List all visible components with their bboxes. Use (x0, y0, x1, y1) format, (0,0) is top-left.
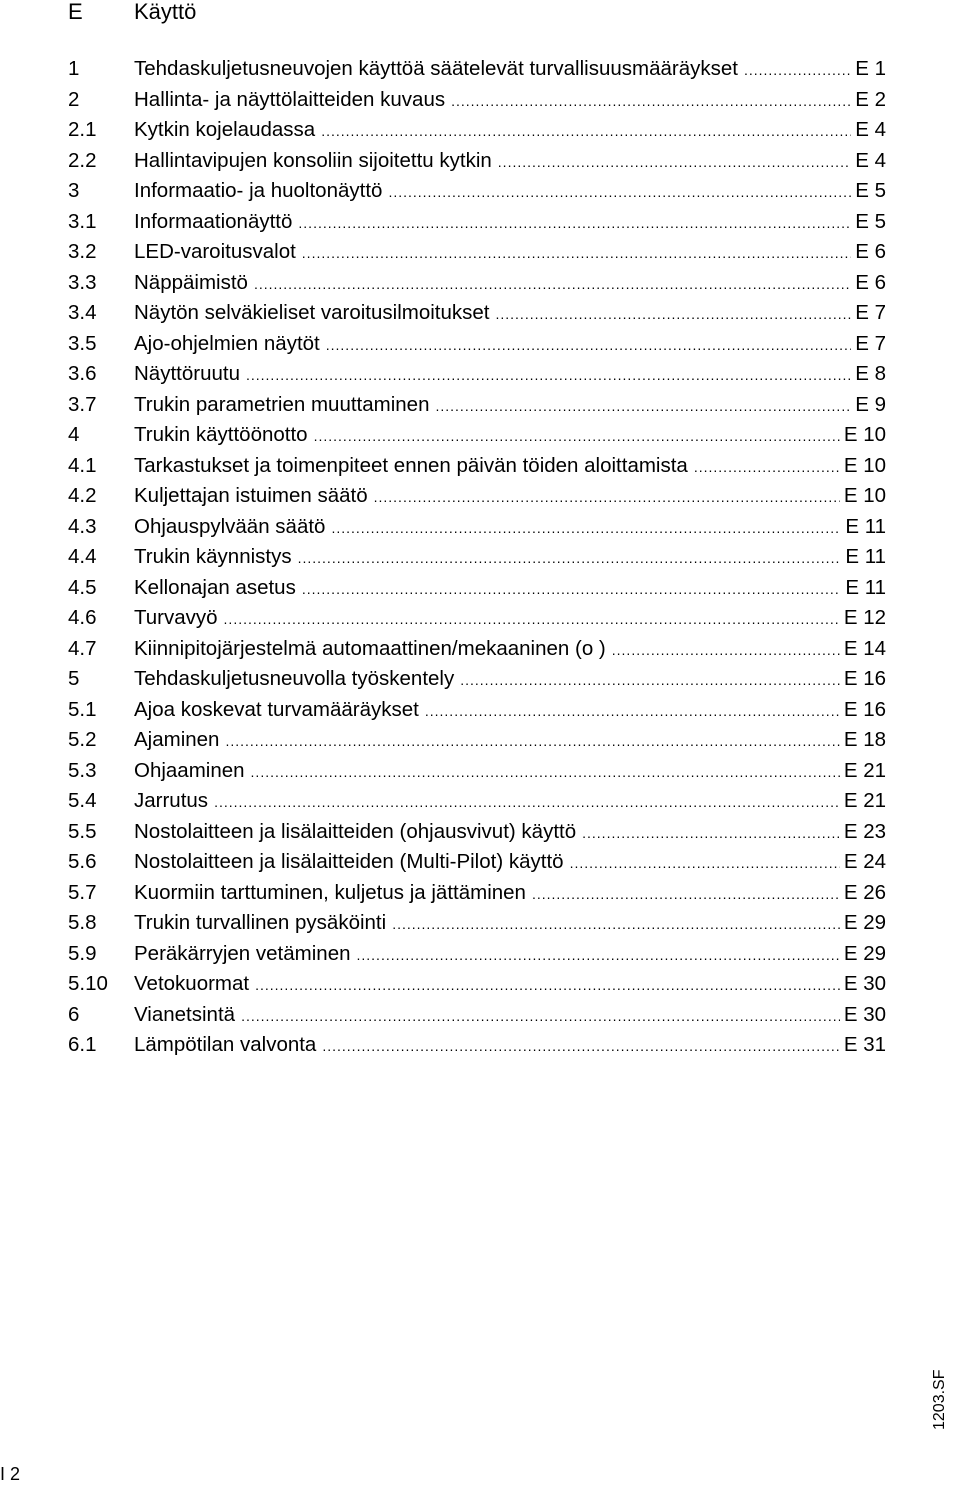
toc-entry (68, 451, 886, 482)
toc-entry (68, 1030, 886, 1061)
toc-entry-title: Ajaminen (134, 728, 220, 751)
toc-leader-dots (612, 635, 840, 666)
toc-entry (68, 847, 886, 878)
toc-entry-title: Kuljettajan istuimen säätö (134, 484, 368, 507)
toc-entry (68, 817, 886, 848)
toc-entry-page: E 12 (843, 606, 886, 629)
toc-entry-title: Informaationäyttö (134, 209, 293, 233)
toc-entry-page: E 30 (843, 972, 886, 995)
toc-entry (68, 664, 886, 695)
toc-entry-page: E 11 (845, 545, 886, 568)
toc-entry-title: Tehdaskuljetusneuvojen käyttöä säätelevät turvallisuusmääräykset (134, 57, 738, 80)
toc-entry (68, 634, 886, 665)
page-number: I 2 (0, 1464, 21, 1484)
toc-leader-dots (435, 391, 851, 422)
toc-leader-dots (224, 604, 840, 635)
toc-entry-number: 5.4 (68, 789, 97, 812)
toc-entry (68, 908, 886, 939)
toc-entry-title: Tarkastukset ja toimenpiteet ennen päivän töiden aloittamista (134, 453, 688, 477)
toc-leader-dots (321, 116, 851, 147)
toc-entry-title: Vetokuormat (134, 972, 250, 995)
toc-entry-number: 5.10 (68, 972, 108, 995)
toc-entry-page: E 6 (855, 240, 886, 263)
toc-entry-number: 4.5 (68, 575, 97, 599)
toc-entry-page: E 16 (843, 667, 886, 690)
toc-entry-title: Näppäimistö (134, 270, 248, 294)
toc-entry-number: 3 (68, 179, 80, 202)
toc-entry-number: 3.6 (68, 362, 97, 385)
toc-leader-dots (694, 452, 840, 483)
toc-leader-dots (326, 330, 851, 361)
toc-entry-page: E 9 (855, 392, 886, 416)
toc-entry-page: E 23 (843, 819, 886, 843)
toc-entry-title: Trukin parametrien muuttaminen (134, 392, 430, 416)
toc-leader-dots (254, 269, 851, 300)
toc-entry-title: Peräkärryjen vetäminen (134, 941, 351, 965)
chapter-title: Käyttö (134, 0, 197, 24)
toc-entry (68, 146, 886, 177)
toc-entry-page: E 7 (855, 301, 886, 324)
toc-entry-page: E 4 (855, 148, 886, 172)
toc-entry-number: 3.3 (68, 270, 97, 294)
toc-entry-number: 5 (68, 667, 80, 690)
toc-entry-page: E 1 (855, 57, 886, 80)
toc-leader-dots (388, 177, 851, 208)
toc-entry-number: 6.1 (68, 1033, 97, 1056)
toc-entry-title: Kuormiin tarttuminen, kuljetus ja jättäminen (134, 880, 526, 904)
toc-entry-number: 6 (68, 1002, 80, 1026)
toc-entry (68, 603, 886, 634)
toc-entry (68, 237, 886, 268)
toc-entry-number: 4.4 (68, 545, 97, 568)
toc-leader-dots (392, 909, 840, 940)
toc-entry-title: Trukin turvallinen pysäköinti (134, 911, 387, 934)
toc-entry-title: Hallintavipujen konsoliin sijoitettu kytkin (134, 148, 492, 172)
toc-entry (68, 969, 886, 1000)
toc-entry-number: 3.4 (68, 301, 97, 324)
toc-leader-dots (498, 147, 851, 178)
toc-entry-page: E 30 (843, 1002, 886, 1026)
toc-entry-title: Ohjaaminen (134, 758, 245, 782)
toc-entry-number: 2.2 (68, 148, 97, 172)
toc-entry (68, 756, 886, 787)
chapter-letter: E (68, 0, 83, 24)
toc-entry-page: E 31 (843, 1033, 886, 1056)
toc-leader-dots (314, 421, 840, 452)
toc-entry-number: 4.1 (68, 453, 97, 477)
toc-leader-dots (246, 360, 851, 391)
toc-entry (68, 420, 886, 451)
toc-entry-page: E 5 (855, 179, 886, 202)
toc-entry-number: 1 (68, 57, 80, 80)
toc-entry-title: Näytön selväkieliset varoitusilmoitukset (134, 301, 490, 324)
toc-entry-title: Kellonajan asetus (134, 575, 296, 599)
toc-entry-title: Hallinta- ja näyttölaitteiden kuvaus (134, 87, 446, 111)
toc-entry-page: E 29 (843, 941, 886, 965)
toc-entry (68, 725, 886, 756)
toc-entry-number: 4.6 (68, 606, 97, 629)
toc-entry-page: E 26 (843, 880, 886, 904)
toc-entry-number: 5.3 (68, 758, 97, 782)
toc-entry-page: E 4 (855, 118, 886, 141)
toc-entry-title: Tehdaskuljetusneuvolla työskentely (134, 667, 455, 690)
toc-entry-number: 5.7 (68, 880, 97, 904)
toc-entry-title: Näyttöruutu (134, 362, 240, 385)
toc-entry-number: 5.8 (68, 911, 97, 934)
toc-entry-page: E 7 (855, 331, 886, 355)
toc-leader-dots (214, 787, 840, 818)
toc-leader-dots (570, 848, 840, 879)
toc-entry-number: 3.1 (68, 209, 97, 233)
toc-entry-title: Trukin käyttöönotto (134, 423, 308, 446)
toc-entry-page: E 10 (843, 423, 886, 446)
toc-entry-page: E 16 (843, 697, 886, 721)
toc-entry-page: E 10 (843, 484, 886, 507)
toc-entry-page: E 29 (843, 911, 886, 934)
toc-entry-title: Ohjauspylvään säätö (134, 514, 326, 538)
toc-entry-number: 4.7 (68, 636, 97, 660)
toc-entry-title: Ajo-ohjelmien näytöt (134, 331, 320, 355)
toc-leader-dots (302, 238, 851, 269)
toc-entry-number: 5.6 (68, 850, 97, 873)
toc-leader-dots (302, 574, 842, 605)
toc-entry-number: 5.5 (68, 819, 97, 843)
toc-leader-dots (495, 299, 851, 330)
toc-leader-dots (251, 757, 840, 788)
toc-entry (68, 115, 886, 146)
toc-entry (68, 54, 886, 85)
toc-entry-page: E 6 (855, 270, 886, 294)
toc-entry-title: Jarrutus (134, 789, 209, 812)
toc-entry-title: LED-varoitusvalot (134, 240, 296, 263)
toc-entry (68, 878, 886, 909)
toc-entry (68, 573, 886, 604)
toc-entry (68, 359, 886, 390)
toc-leader-dots (582, 818, 840, 849)
toc-entry-page: E 14 (843, 636, 886, 660)
toc-entry (68, 786, 886, 817)
toc-leader-dots (460, 665, 840, 696)
toc-entry (68, 268, 886, 299)
toc-leader-dots (451, 86, 851, 117)
toc-leader-dots (255, 970, 840, 1001)
toc-entry (68, 939, 886, 970)
toc-entry-page: E 18 (843, 728, 886, 751)
toc-entry-number: 4 (68, 423, 80, 446)
toc-entry (68, 481, 886, 512)
document-code: 1203.SF (931, 1369, 948, 1430)
toc-leader-dots (357, 940, 840, 971)
toc-leader-dots (322, 1031, 839, 1062)
toc-leader-dots (225, 726, 839, 757)
toc-entry-number: 5.2 (68, 728, 97, 751)
toc-entry-title: Vianetsintä (134, 1002, 236, 1026)
toc-entry-title: Informaatio- ja huoltonäyttö (134, 179, 383, 202)
toc-entry-number: 4.2 (68, 484, 97, 507)
toc-entry-number: 5.9 (68, 941, 97, 965)
toc-entry-number: 3.2 (68, 240, 97, 263)
toc-entry-page: E 2 (855, 87, 886, 111)
toc-entry (68, 329, 886, 360)
toc-leader-dots (298, 208, 851, 239)
toc-entry-page: E 11 (845, 514, 886, 538)
toc-entry-number: 4.3 (68, 514, 97, 538)
toc-entry-page: E 11 (845, 575, 886, 599)
toc-entry (68, 542, 886, 573)
toc-leader-dots (532, 879, 840, 910)
toc-entry-title: Turvavyö (134, 606, 218, 629)
toc-entry-number: 3.5 (68, 331, 97, 355)
toc-leader-dots (298, 543, 842, 574)
toc-entry-title: Kytkin kojelaudassa (134, 118, 316, 141)
toc-entry-title: Nostolaitteen ja lisälaitteiden (Multi-Pilot) käyttö (134, 850, 564, 873)
toc-leader-dots (241, 1001, 840, 1032)
toc-leader-dots (425, 696, 840, 727)
toc-entry (68, 176, 886, 207)
toc-entry-page: E 21 (843, 758, 886, 782)
toc-entry-title: Kiinnipitojärjestelmä automaattinen/mekaaninen (o ) (134, 636, 606, 660)
toc-entry (68, 390, 886, 421)
toc-entry-page: E 10 (843, 453, 886, 477)
toc-entry-number: 2 (68, 87, 80, 111)
toc-entry-title: Lämpötilan valvonta (134, 1033, 317, 1056)
toc-entry-page: E 5 (855, 209, 886, 233)
toc-entry-title: Trukin käynnistys (134, 545, 292, 568)
toc-leader-dots (331, 513, 841, 544)
toc-leader-dots (744, 55, 851, 86)
toc-entry-page: E 8 (855, 362, 886, 385)
toc-entry (68, 85, 886, 116)
toc-entry-page: E 24 (843, 850, 886, 873)
toc-entry-number: 2.1 (68, 118, 97, 141)
toc-entry (68, 1000, 886, 1031)
toc-entry (68, 695, 886, 726)
toc-entry (68, 512, 886, 543)
toc-entry (68, 298, 886, 329)
toc-entry-title: Ajoa koskevat turvamääräykset (134, 697, 419, 721)
toc-entry-number: 5.1 (68, 697, 97, 721)
toc-entry (68, 207, 886, 238)
toc-entry-title: Nostolaitteen ja lisälaitteiden (ohjausvivut) käyttö (134, 819, 577, 843)
toc-leader-dots (374, 482, 840, 513)
toc-entry-number: 3.7 (68, 392, 97, 416)
toc-entry-page: E 21 (843, 789, 886, 812)
table-of-contents (68, 54, 886, 1061)
